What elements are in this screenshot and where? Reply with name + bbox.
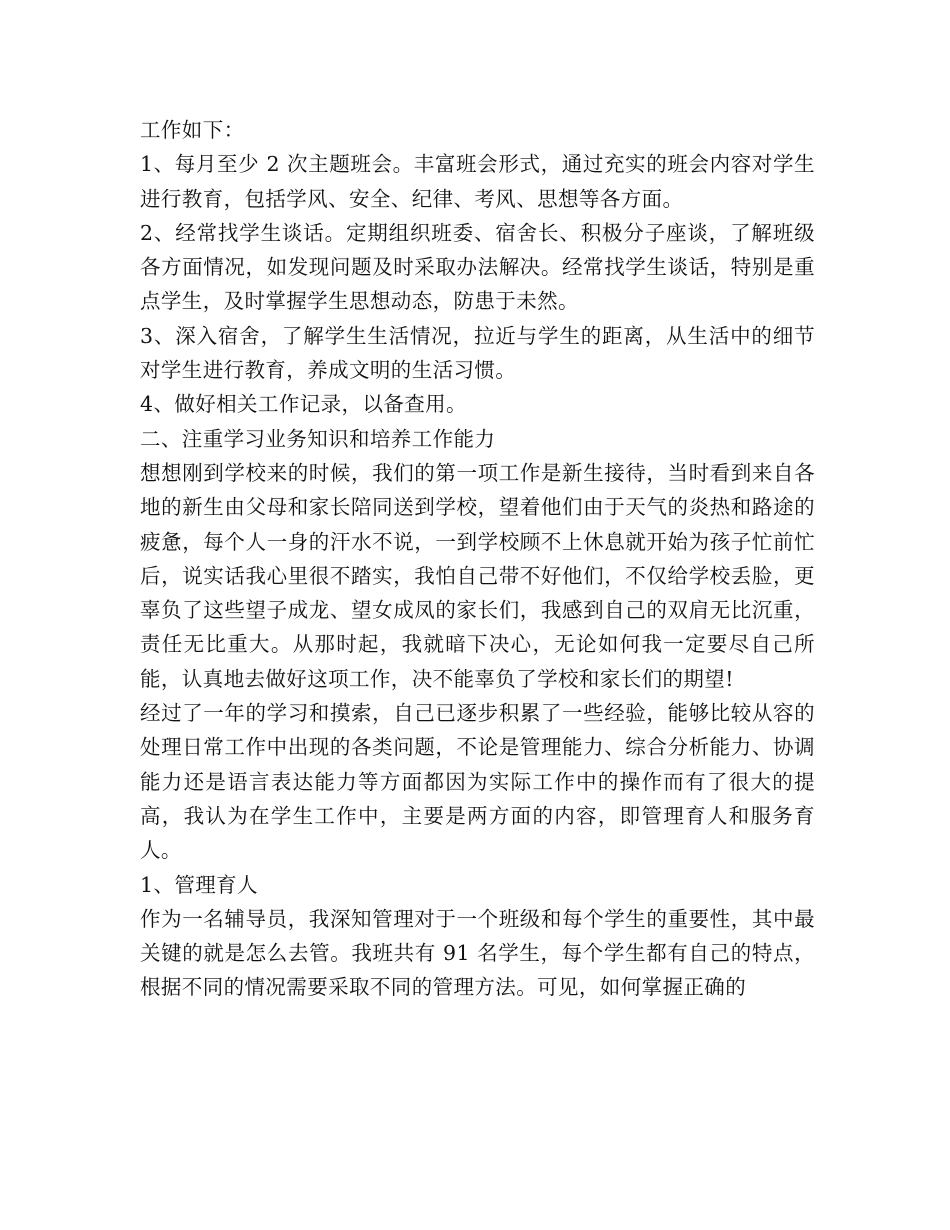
- paragraph-experience: 经过了一年的学习和摸索，自己已逐步积累了一些经验，能够比较从容的处理日常工作中出现的各类问题，不论是管理能力、综合分析能力、协调能力还是语言表达能力等方面都因为实际工作中的操作而有了很大的提高，我认为在学生工作中，主要是两方面的内容，即管理育人和服务育人。: [140, 701, 815, 863]
- subheading-management: 1、管理育人: [140, 872, 258, 897]
- document-body: [140, 113, 815, 1005]
- paragraph-recollection: 想想刚到学校来的时候，我们的第一项工作是新生接待，当时看到来自各地的新生由父母和家长陪同送到学校，望着他们由于天气的炎热和路途的疲惫，每个人一身的汗水不说，一到学校顾不上休息就开始为孩子忙前忙后，说实话我心里很不踏实，我怕自己带不好他们，不仅给学校丢脸，更辜负了这些望子成龙、望女成凤的家长们，我感到自己的双肩无比沉重，责任无比重大。从那时起，我就暗下决心，无论如何我一定要尽自己所能，认真地去做好这项工作，决不能辜负了学校和家长们的期望!: [140, 460, 815, 691]
- paragraph-item-3: 3、深入宿舍，了解学生生活情况，拉近与学生的距离，从生活中的细节对学生进行教育，养成文明的生活习惯。: [140, 323, 815, 383]
- paragraph-intro: 工作如下：: [140, 118, 245, 142]
- section-heading-2: 二、注重学习业务知识和培养工作能力: [140, 426, 496, 451]
- paragraph-management: 作为一名辅导员，我深知管理对于一个班级和每个学生的重要性，其中最关键的就是怎么去管。我班共有 91 名学生，每个学生都有自己的特点，根据不同的情况需要采取不同的管理方法。可见，如何掌握正确的: [140, 906, 815, 1000]
- paragraph-item-2: 2、经常找学生谈话。定期组织班委、宿舍长、积极分子座谈，了解班级各方面情况，如发现问题及时采取办法解决。经常找学生谈话，特别是重点学生，及时掌握学生思想动态，防患于未然。: [140, 220, 815, 314]
- paragraph-item-1: 1、每月至少 2 次主题班会。丰富班会形式，通过充实的班会内容对学生进行教育，包括学风、安全、纪律、考风、思想等各方面。: [140, 152, 815, 211]
- paragraph-item-4: 4、做好相关工作记录，以备查用。: [140, 392, 467, 417]
